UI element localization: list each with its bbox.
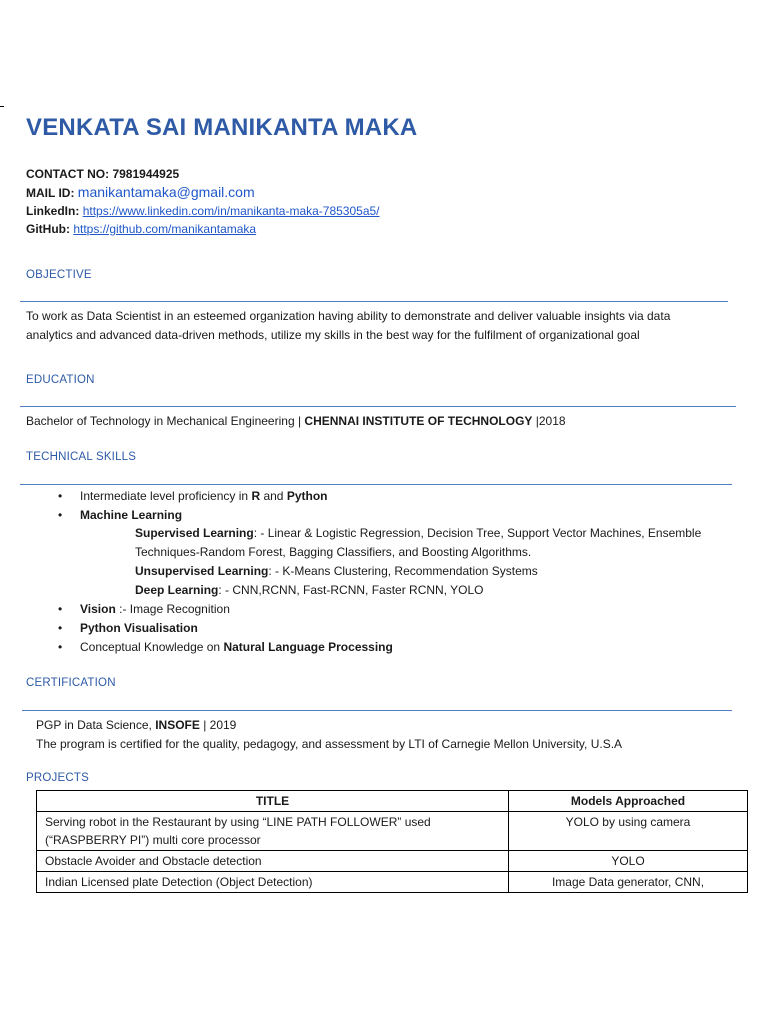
- github-link[interactable]: https://github.com/manikantamaka: [73, 222, 257, 236]
- institute: CHENNAI INSTITUTE OF TECHNOLOGY: [304, 414, 533, 428]
- margin-mark: [0, 106, 4, 107]
- certification-heading: CERTIFICATION: [26, 677, 116, 689]
- mail-id: [26, 184, 255, 200]
- table-row: [37, 851, 748, 872]
- certification-line-1: [36, 716, 236, 735]
- candidate-name: VENKATA SAI MANIKANTA MAKA: [26, 114, 418, 141]
- bullet-icon: •: [58, 508, 63, 522]
- bullet-icon: •: [58, 621, 63, 635]
- graduation-year: |2018: [535, 414, 566, 428]
- degree: Bachelor of Technology in Mechanical Engineering |: [26, 414, 302, 428]
- skills-divider: [20, 484, 732, 485]
- projects-table: [36, 790, 748, 893]
- supervised-label: Supervised Learning: [135, 526, 254, 540]
- unsupervised-learning: [135, 564, 538, 578]
- deep-text: : - CNN,RCNN, Fast-RCNN, Faster RCNN, YOLO: [218, 583, 484, 597]
- table-header-row: [37, 791, 748, 812]
- objective-heading: OBJECTIVE: [26, 269, 92, 281]
- project-title: Obstacle Avoider and Obstacle detection: [37, 851, 509, 872]
- github-label: GitHub:: [26, 222, 70, 236]
- objective-line-1: To work as Data Scientist in an esteemed organization having ability to demonstrate and deliver valuable insights via data: [26, 309, 671, 323]
- skills-heading: TECHNICAL SKILLS: [26, 451, 137, 463]
- linkedin: [26, 204, 380, 218]
- skill-text: and: [263, 489, 284, 503]
- column-header-title: TITLE: [37, 791, 509, 812]
- education-heading: EDUCATION: [26, 374, 95, 386]
- table-row: [37, 872, 748, 893]
- cert-year: | 2019: [203, 718, 237, 732]
- skill-python: Python: [286, 489, 328, 503]
- skills-list: [58, 489, 738, 659]
- skill-machine-learning: Machine Learning: [80, 508, 183, 522]
- skill-r: R: [251, 489, 261, 503]
- project-title: Serving robot in the Restaurant by using “LINE PATH FOLLOWER” used (“RASPBERRY PI”) multi core processor: [37, 812, 509, 851]
- column-header-models: Models Approached: [509, 791, 748, 812]
- linkedin-label: LinkedIn:: [26, 204, 80, 218]
- mail-label: MAIL ID:: [26, 186, 75, 200]
- project-title: Indian Licensed plate Detection (Object Detection): [37, 872, 509, 893]
- supervised-learning-cont: Techniques-Random Forest, Bagging Classifiers, and Boosting Algorithms.: [135, 545, 532, 559]
- objective-divider: [20, 301, 728, 302]
- bullet-icon: •: [58, 489, 63, 503]
- supervised-learning: [135, 526, 701, 540]
- bullet-icon: •: [58, 602, 63, 616]
- project-models: Image Data generator, CNN,: [509, 872, 748, 893]
- skill-nlp-text: Conceptual Knowledge on: [80, 640, 221, 654]
- bullet-icon: •: [58, 640, 63, 654]
- supervised-text: : - Linear & Logistic Regression, Decision Tree, Support Vector Machines, Ensemble: [253, 526, 702, 540]
- skill-vision: Vision: [80, 602, 116, 616]
- education-entry: [26, 412, 566, 431]
- contact-number: [26, 167, 179, 181]
- skill-vision-text: :- Image Recognition: [119, 602, 230, 616]
- cert-institute: INSOFE: [155, 718, 200, 732]
- contact-label: CONTACT NO:: [26, 167, 110, 181]
- skill-python-visualisation: Python Visualisation: [80, 621, 198, 635]
- contact-value: 7981944925: [112, 167, 180, 181]
- projects-heading: PROJECTS: [26, 772, 89, 784]
- unsupervised-text: : - K-Means Clustering, Recommendation Systems: [268, 564, 538, 578]
- deep-learning: [135, 583, 484, 597]
- deep-label: Deep Learning: [135, 583, 219, 597]
- certification-divider: [22, 710, 732, 711]
- cert-program: PGP in Data Science,: [36, 718, 152, 732]
- linkedin-link[interactable]: https://www.linkedin.com/in/manikanta-maka-785305a5/: [82, 204, 380, 218]
- objective-line-2: analytics and advanced data-driven methods, utilize my skills in the best way for the fulfilment of organizational goal: [26, 328, 640, 342]
- skill-nlp: Natural Language Processing: [223, 640, 393, 654]
- github: [26, 222, 256, 236]
- unsupervised-label: Unsupervised Learning: [135, 564, 269, 578]
- education-divider: [20, 406, 736, 407]
- certification-line-2: The program is certified for the quality, pedagogy, and assessment by LTI of Carnegie Mellon University, U.S.A: [36, 737, 623, 751]
- skill-text: Intermediate level proficiency in: [80, 489, 249, 503]
- project-models: YOLO: [509, 851, 748, 872]
- mail-link[interactable]: manikantamaka@gmail.com: [77, 184, 255, 200]
- table-row: [37, 812, 748, 851]
- project-models: YOLO by using camera: [509, 812, 748, 851]
